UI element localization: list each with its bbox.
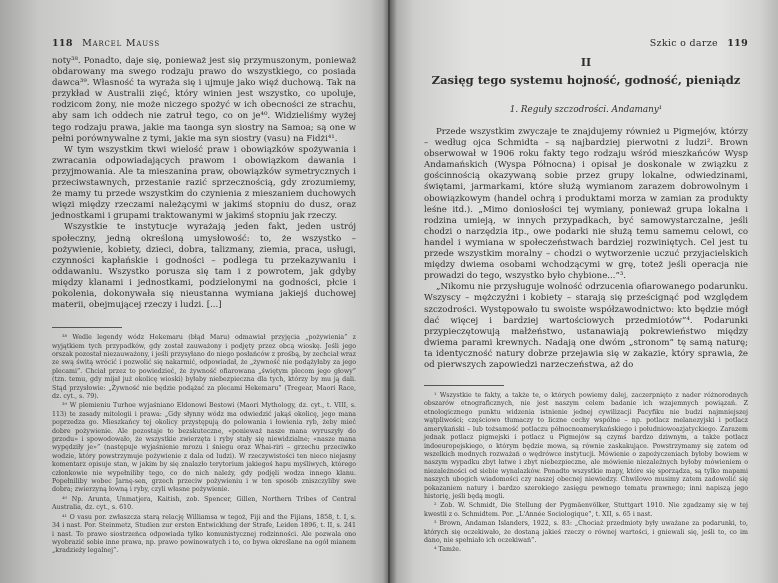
running-author: Marcel Mauss	[82, 38, 160, 49]
footnote: ² Zob. W. Schmidt, Die Stellung der Pygmäenvölker, Stuttgart 1910. Nie zgadzamy się w tej kwestii z o. Schmidtem. Por. „L'Année Sociologique”, t. XII, s. 65 i nast.	[424, 502, 748, 518]
footnote-rule	[424, 385, 504, 386]
footnote: ⁴¹ O vasu por. zwłaszcza starą relację Williamsa w tegoż, Fiji and the Fijians, 1858, t. I, s. 34 i nast. Por. Steinmetz, Studien zur ersten Entwicklung der Strafe, Leiden 1896, t. II, s. 241 i nast. To prawo siostrzeńca odpowiada tylko komunistycznej rodzinności. Ale pozwala ono wyobrazić sobie inne prawa, np. prawo powinowatych i to, co bywa określane na ogół mianem „kradzieży legalnej”.	[52, 513, 356, 555]
paragraph: W tym wszystkim tkwi wielość praw i obowiązków spożywania i zwracania odpowiadających prawom i obowiązkom dawania i przyjmowania. Ale ta mieszanina praw, obowiązków symetrycznych i przeciwstawnych, przestanie razić sprzecznością, gdy zrozumiemy, że mamy tu przede wszystkim do czynienia z mieszaniem duchowych więzi między rzeczami należącymi w jakimś stopniu do dusz, oraz jednostkami i grupami traktowanymi w jakimś stopniu jak rzeczy.	[52, 144, 356, 222]
chapter-title: Zasięg tego systemu hojność, godność, pieniądz	[431, 73, 741, 87]
footnote-rule	[52, 327, 122, 328]
left-footnotes	[52, 334, 356, 556]
paragraph: Przede wszystkim zwyczaje te znajdujemy również u Pigmejów, którzy – według ojca Schmidta – są najbardziej pierwotni z ludzi². Brown obserwował w 1906 roku fakty tego rodzaju wśród mieszkańców Wysp Andamańskich (Wyspa Północna) i opisał je doskonale w związku z gościnnością okazywaną sobie przez grupy lokalne, odwiedzinami, świętami, jarmarkami, które służą wymianom zarazem dobrowolnym i obowiązkowym (handel ochrą i produktami morza w zamian za produkty leśne itd.). „Mimo doniosłości tej wymiany, ponieważ grupa lokalna i rodzina umieją, w innych przypadkach, być samowystarczalne, jeśli chodzi o narzędzia itp., owe podarki nie służą temu samemu celowi, co handel i wymiana w społeczeństwach bardziej rozwiniętych. Cel jest tu przede wszystkim moralny – chodzi o wytworzenie uczuć przyjacielskich między dwiema osobami wchodzącymi w grę, toteż jeśli operacja nie prowadzi do tego, wszystko było chybione...”³.	[424, 127, 748, 282]
left-page-number: 118	[52, 38, 73, 49]
right-body-text	[424, 127, 748, 371]
paragraph: noty³⁸. Ponadto, daje się, ponieważ jest się przymuszonym, ponieważ obdarowany ma swego rodzaju prawo do wszystkiego, co posiada dawca³⁹. Własność ta wyraża się i ujmuje jako więź duchową. Tak na przykład w Australii zięć, który winien jest wszystko, co upoluje, rodzicom żony, nie może niczego spożyć w ich obecności ze strachu, aby sam ich oddech nie zatruł tego, co on je⁴⁰. Widzieliśmy wyżej tego rodzaju prawa, jakie ma taonga syn siostry na Samoa; są one w pełni porównywalne z tymi, jakie ma syn siostry (vasu) na Fidżi⁴¹.	[52, 56, 356, 144]
paragraph: „Nikomu nie przysługuje wolność odrzucenia ofiarowanego podarunku. Wszyscy – mężczyźni i kobiety – starają się prześcignąć pod względem szczodrości. Występowało tu swoiste współzawodnictwo: kto będzie mógł dać więcej i bardziej wartościowych przedmiotów”⁴. Podarunki przypieczętowują małżeństwo, ustanawiają pokrewieństwo między dwiema parami krewnych. Nadają one dwóm „stronom” tę samą naturę; ta identyczność natury dobrze przejawia się w zakazie, który sprawia, że od pierwszych zapowiedzi narzeczeństwa, aż do	[424, 282, 748, 370]
paragraph: Wszystkie te instytucje wyrażają jeden fakt, jeden ustrój społeczny, jedną określoną umysłowość: to, że wszystko – pożywienie, kobiety, dzieci, dobra, talizmany, ziemia, praca, usługi, czynności kapłańskie i godności – podlega tu przekazywaniu i oddawaniu. Wszystko porusza się tam i z powrotem, jak gdyby między klanami i jednostkami, podzielonymi na godności, płcie i pokolenia, dokonywała się nieustanna wymiana jakiejś duchowej materii, obejmującej rzeczy i ludzi. [...]	[52, 222, 356, 311]
right-page	[390, 0, 778, 583]
left-body-text	[52, 56, 356, 311]
book-gutter	[383, 0, 397, 583]
footnote: ⁴⁰ Np. Arunta, Unmatjera, Kaitish, zob. Spencer, Gillen, Northern Tribes of Central Australia, dz. cyt., s. 610.	[52, 495, 356, 512]
section-title: 1. Reguły szczodrości. Andamany¹	[509, 105, 663, 115]
footnote: ¹ Wszystkie te fakty, a także te, o których powiemy dalej, zaczerpnięto z nader różnorodnych obszarów etnograficznych, nie jest naszym celem badanie ich wzajemnych powiązań. Z etnologicznego punktu widzenia istnienie jednej cywilizacji Pacyfiku nie budzi najmniejszej wątpliwości; częściowo tłumaczy to liczne cechy wspólne – np. potlacz melanezyjski i potlacz amerykański – lub tożsamość potlaczu północnoamerykańskiego i południowoazjatyckiego. Zarazem jednak potlacz pigmejski i potlacz u Pigmejów są czymś bardzo dziwnym, a także potlacz indoeuropejskiego, o którym będzie mowa, są równie zaskakujące. Powstrzymamy się zatem od wszelkich modnych rozważań o wędrówce instytucji. Mówienie o zapożyczeniach byłoby bowiem w naszym wypadku zbyt łatwe i zbyt niebezpieczne, ale mówienie niezależnych byłoby mówieniem o niezależności od siebie wynalazków. Ponadto wszystkie mapy, które się sporządza, są tylko mapami naszych ubogich wiadomości czy naszej obecnej niewiedzy. Chwilowo musimy zatem zadowolić się pokazaniem natury i bardzo szerokiego zasięgu pewnego tematu prawnego; inni napiszą jego historię, jeśli będą mogli.	[424, 392, 748, 500]
footnote: ³ Brown, Andaman Islanders, 1922, s. 83: „Chociaż przedmioty były uważane za podarunki, to, których się oczekiwało, że dostaną jakieś rzeczy o równej wartości, i gniewali się, jeśli to, co im dano, nie spełniało ich oczekiwań”.	[424, 520, 748, 544]
right-page-number: 119	[727, 38, 748, 49]
chapter-number: II	[580, 56, 592, 69]
footnote: ⁴ Tamże.	[434, 546, 462, 554]
footnote: ³⁹ W plemieniu Turhoe wyjaśniano Eldonowi Bestowi (Maori Mythology, dz. cyt., t. VIII, s. 113) te zasady mitologii i prawa: „Gdy słynny wódz ma odwiedzić jakąś okolicę, jego mana poprzedza go. Mieszkańcy tej okolicy przystępują do polowania i łowienia ryb, żeby mieć dobre pożywienie. Ale pozostaje to bezskuteczne, «ponieważ nasze mana wyruszyły do przodu» i spowodowało, że wszystkie zwierzęta i ryby stały się niewidzialne; «nasze mana wypędziły je»” (następuje wyjaśnienie mrozu i śniegu oraz Whai-riri – grzechu przeciwko wodzie, który powstrzymuje pożywienie z dala od ludzi). W rzeczywistości ten nieco niejasny komentarz opisuje stan, w jakim by się znalazło terytorium jakiegoś hapu myśliwych, którego członkowie nie wypełniliby tego, co do nich należy, gdy podjęli wodza innego klanu. Popełniliby wobec Jarnę-sen, grzech przeciw pożywieniu i w ten sposób zniszczyliby swe dobra; zwierzyną łowną i ryby, czyli własne pożywienie.	[52, 402, 356, 494]
right-running-head	[424, 38, 748, 52]
left-page	[0, 0, 388, 583]
right-footnotes	[424, 392, 748, 555]
left-running-head	[52, 38, 356, 52]
footnote: ³⁸ Wedle legendy wódz Hekemaru (błąd Maru) odmawiał przyjęcia „pożywienia” z wyjątkiem tych przypadków, gdy został zauważony i podjęty przez obcą wioskę. Jeśli jego orszak pozostał niezauważony, i jeśli przysyłano do niego posłańców z prośbą, by zechciał wraz ze swą świtą wrócić i pozwolić się nakarmić, odpowiadał, że „żywność nie podążyłaby za jego plecami”. Chciał przez to powiedzieć, że żywność ofiarowana „świętym plecom jego głowy” (tzn. temu, gdy mijał już okolicę wioski) byłaby niebezpieczna dla tych, którzy by mu ją dali. Stąd przysłowie: „Żywność nie będzie podążać za plecami Hekemaru” (Tregear, Maori Race, dz. cyt., s. 79).	[52, 334, 356, 400]
running-title: Szkic o darze	[649, 38, 718, 49]
